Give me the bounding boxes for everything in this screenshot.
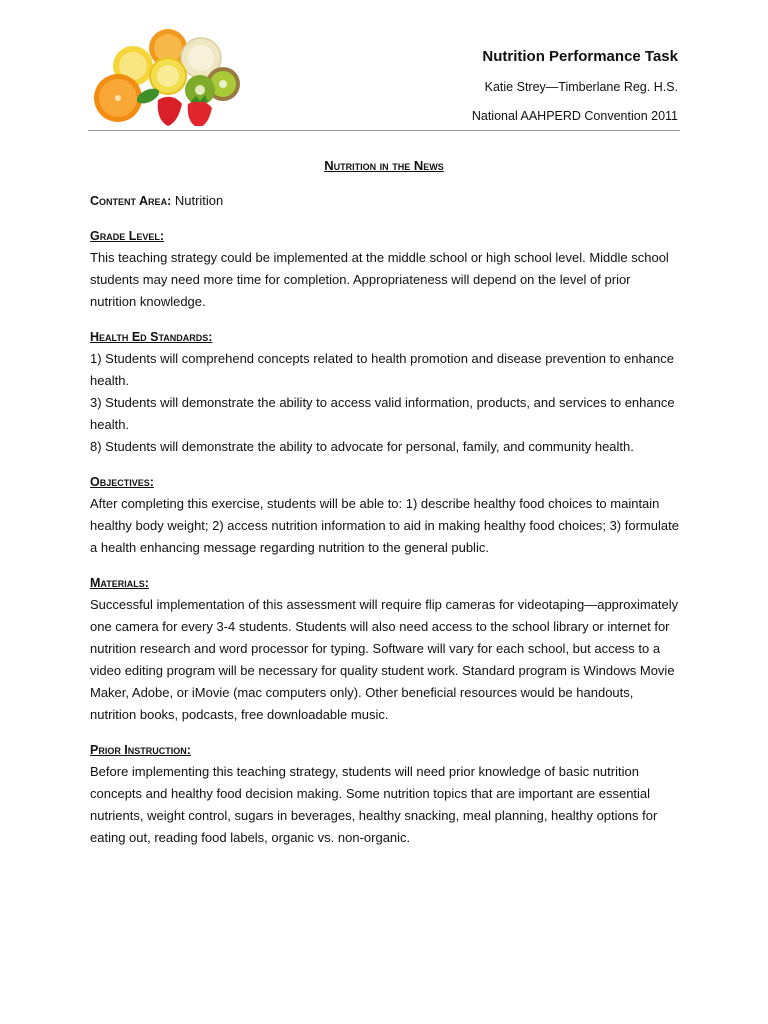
standard-item: 1) Students will comprehend concepts related to health promotion and disease prevention to enhance health. [90, 351, 674, 388]
prior-instruction-text: Before implementing this teaching strategy, students will need prior knowledge of basic nutrition concepts and healthy food decision making. Some nutrition topics that are important are essential nutrients, weight control, sugars in beverages, healthy snacking, meal planning, healthy options for eating out, reading food labels, organic vs. non-organic. [90, 764, 658, 845]
header-author: Katie Strey—Timberlane Reg. H.S. [484, 80, 678, 94]
grade-level-text: This teaching strategy could be implemented at the middle school or high school level. Middle school students may need more time for completion. Appropriateness will depend on the level of prior nutrition knowledge. [90, 250, 669, 309]
standard-item: 3) Students will demonstrate the ability to access valid information, products, and services to enhance health. [90, 395, 675, 432]
header-title: Nutrition Performance Task [482, 48, 678, 65]
objectives-text: After completing this exercise, students will be able to: 1) describe healthy food choices to maintain healthy body weight; 2) access nutrition information to aid in making healthy food choices; 3) formulate a health enhancing message regarding nutrition to the general public. [90, 496, 679, 555]
standards-section [90, 326, 680, 458]
grade-level-heading: Grade Level: [90, 229, 165, 243]
header-event: National AAHPERD Convention 2011 [471, 109, 678, 123]
objectives-section [90, 471, 680, 559]
content-area-label: Content Area: [90, 194, 172, 208]
prior-instruction-section [90, 739, 680, 849]
fruit-image [88, 28, 248, 126]
page-header [88, 24, 680, 130]
standards-heading: Health Ed Standards: [90, 330, 213, 344]
materials-heading: Materials: [90, 576, 149, 590]
objectives-heading: Objectives: [90, 475, 154, 489]
content-area-value: Nutrition [174, 193, 224, 208]
header-divider [88, 130, 680, 131]
materials-text: Successful implementation of this assessment will require flip cameras for videotaping—approximately one camera for every 3-4 students. Students will also need access to the school library or internet for nutrition research and word processor for typing. Software will vary for each school, but access to a video editing program will be necessary for quality student work. Standard program is Windows Movie Maker, Adobe, or iMovie (mac computers only). Other beneficial resources would be handouts, nutrition books, podcasts, free downloadable music. [90, 597, 679, 722]
prior-instruction-heading: Prior Instruction: [90, 743, 191, 757]
materials-section [90, 572, 680, 726]
document-body [90, 190, 680, 862]
document-title: Nutrition in the News [324, 158, 444, 173]
grade-level-section [90, 225, 680, 313]
content-area-section [90, 190, 680, 212]
standard-item: 8) Students will demonstrate the ability to advocate for personal, family, and community health. [90, 439, 634, 454]
